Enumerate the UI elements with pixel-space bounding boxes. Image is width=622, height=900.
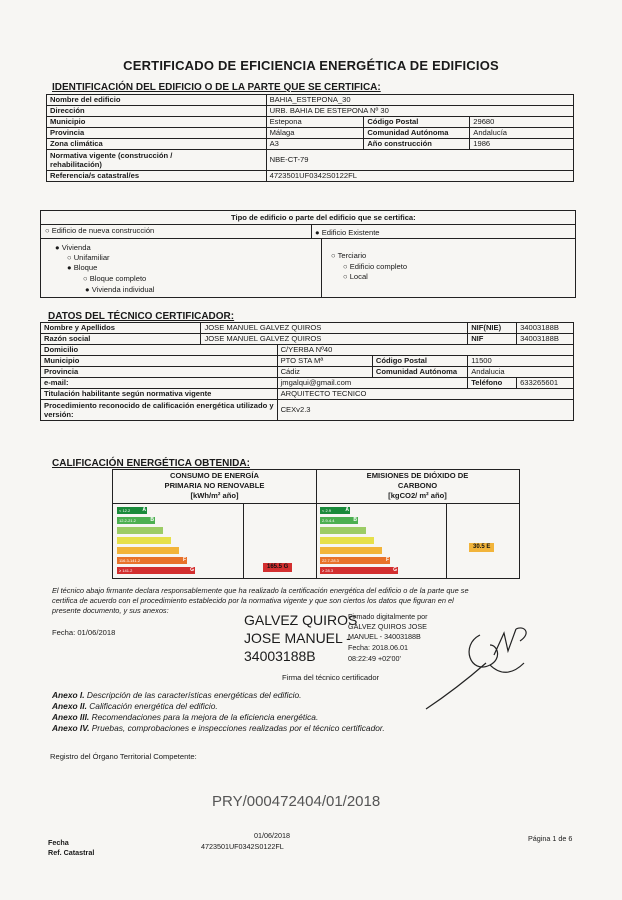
tipo-vivienda-label: Vivienda xyxy=(61,243,91,252)
emisiones-title-1: EMISIONES DE DIÓXIDO DE xyxy=(366,471,469,480)
consumo-bar-7 xyxy=(117,567,195,574)
ident-nombre: BAHIA_ESTEPONA_30 xyxy=(266,95,573,106)
table-row xyxy=(41,367,574,378)
tipo-terciario-label: Terciario xyxy=(337,251,367,260)
handwritten-signature xyxy=(420,605,540,715)
tipo-bloque-completo-label: Bloque completo xyxy=(89,274,147,283)
anexo-num: Anexo I. xyxy=(52,690,87,700)
emisiones-bar-letter: A xyxy=(345,507,349,513)
table-row xyxy=(41,345,574,356)
tipo-bloque-label: Bloque xyxy=(73,263,98,272)
declaracion-line2: certifica de acuerdo con el procedimiento establecido por la normativa vigente y que son ciertos los datos que figuran en el xyxy=(52,596,454,605)
emisiones-bar-6 xyxy=(320,557,390,564)
tec-tel-label: Teléfono xyxy=(468,378,517,389)
consumo-bar-6 xyxy=(117,557,187,564)
tec-proc-label xyxy=(41,400,278,421)
ident-municipio-label: Municipio xyxy=(47,117,267,128)
consumo-bar-letter: F xyxy=(182,557,186,563)
consumo-bar-3 xyxy=(117,527,163,534)
emisiones-bar-5 xyxy=(320,547,382,554)
tipo-heading: Tipo de edificio o parte del edificio que se certifica: xyxy=(231,213,416,222)
tec-provincia-label: Provincia xyxy=(41,367,278,378)
rating-block xyxy=(112,469,520,579)
anexo-num: Anexo II. xyxy=(52,701,90,711)
tec-nif-label: NIF xyxy=(468,334,517,345)
ident-zona: A3 xyxy=(266,139,364,150)
tec-ca-label: Comunidad Autónoma xyxy=(372,367,467,378)
emisiones-bar-3 xyxy=(320,527,366,534)
anexo-num: Anexo IV. xyxy=(52,723,92,733)
tipo-nueva-label: Edificio de nueva construcción xyxy=(51,226,155,235)
consumo-bar-range: 116.3-141.2 xyxy=(119,558,141,563)
ident-normativa: NBE-CT-79 xyxy=(266,150,573,171)
tecnico-heading: DATOS DEL TÉCNICO CERTIFICADOR: xyxy=(48,311,235,322)
tec-ca: Andalucia xyxy=(468,367,574,378)
ident-provincia-label: Provincia xyxy=(47,128,267,139)
ident-ca: Andalucía xyxy=(470,128,574,139)
tipo-vivienda[interactable]: ● Vivienda xyxy=(55,243,91,252)
anexo-item xyxy=(52,723,385,733)
emisiones-bar-2 xyxy=(320,517,358,524)
emisiones-bar-4 xyxy=(320,537,374,544)
tec-titulacion-label: Titulación habilitante según normativa vigente xyxy=(41,389,278,400)
table-row xyxy=(47,150,574,171)
tecnico-table xyxy=(40,322,574,421)
emisiones-bar-range: 22.7-28.3 xyxy=(322,558,339,563)
tipo-terciario[interactable]: ○ Terciario xyxy=(331,251,367,260)
sig-small-5: 08:22:49 +02'00' xyxy=(348,654,401,663)
ident-ca-label: Comunidad Autónoma xyxy=(364,128,470,139)
ident-municipio: Estepona xyxy=(266,117,364,128)
table-row xyxy=(47,139,574,150)
consumo-bar-range: ≥ 141.2 xyxy=(119,568,133,573)
tec-domicilio-label: Domicilio xyxy=(41,345,278,356)
ident-table xyxy=(46,94,574,182)
tipo-edificio-completo-label: Edificio completo xyxy=(349,262,408,271)
ident-cp: 29680 xyxy=(470,117,574,128)
tipo-local[interactable]: ○ Local xyxy=(343,272,368,281)
table-row xyxy=(41,323,574,334)
tec-cp: 11500 xyxy=(468,356,574,367)
normativa-label-line1: Normativa vigente (construcción / xyxy=(50,151,173,160)
ident-anio: 1986 xyxy=(470,139,574,150)
tipo-bloque-completo[interactable]: ○ Bloque completo xyxy=(83,274,147,283)
declaracion-line1: El técnico abajo firmante declara responsablemente que ha realizado la certificación energética del edificio o de la parte que se xyxy=(52,586,469,595)
table-row xyxy=(41,389,574,400)
table-row xyxy=(47,95,574,106)
anexo-num: Anexo III. xyxy=(52,712,92,722)
table-row xyxy=(41,356,574,367)
normativa-label-line2: rehabilitación) xyxy=(50,160,102,169)
sig-small-4: Fecha: 2018.06.01 xyxy=(348,643,408,652)
anexo-text: Recomendaciones para la mejora de la eficiencia energética. xyxy=(91,712,319,722)
table-row xyxy=(47,171,574,182)
consumo-bar-4 xyxy=(117,537,171,544)
ident-anio-label: Año construcción xyxy=(364,139,470,150)
emisiones-bar-letter: F xyxy=(385,557,389,563)
ident-heading: IDENTIFICACIÓN DEL EDIFICIO O DE LA PARTE QUE SE CERTIFICA: xyxy=(52,82,381,93)
tec-proc: CEXv2.3 xyxy=(277,400,573,421)
anexo-item xyxy=(52,690,302,700)
ident-provincia: Málaga xyxy=(266,128,364,139)
tec-nombre: JOSE MANUEL GALVEZ QUIROS xyxy=(201,323,468,334)
emisiones-bar-1 xyxy=(320,507,350,514)
anexo-item xyxy=(52,701,218,711)
declaracion-fecha: Fecha: 01/06/2018 xyxy=(52,628,116,637)
ident-zona-label: Zona climática xyxy=(47,139,267,150)
table-row xyxy=(47,117,574,128)
tipo-vivienda-individual[interactable]: ● Vivienda individual xyxy=(85,285,155,294)
registro-number: PRY/000472404/01/2018 xyxy=(212,793,381,810)
anexo-item xyxy=(52,712,318,722)
tec-email: jmgalqui@gmail.com xyxy=(277,378,468,389)
calificacion-heading: CALIFICACIÓN ENERGÉTICA OBTENIDA: xyxy=(52,458,250,469)
sig-big-3: 34003188B xyxy=(244,648,316,664)
tipo-bloque[interactable]: ● Bloque xyxy=(67,263,98,272)
sig-big-2: JOSE MANUEL - xyxy=(244,630,351,646)
ident-ref-label: Referencia/s catastral/es xyxy=(47,171,267,182)
anexo-text: Pruebas, comprobaciones e inspecciones realizadas por el técnico certificador. xyxy=(91,723,385,733)
tec-nif: 34003188B xyxy=(517,334,574,345)
ident-normativa-label xyxy=(47,150,267,171)
firma-label: Firma del técnico certificador xyxy=(282,673,380,682)
tec-domicilio: C/YERBA Nº40 xyxy=(277,345,573,356)
registro-label: Registro del Órgano Territorial Competente: xyxy=(50,752,197,761)
footer-pagina: Página 1 de 6 xyxy=(528,834,573,843)
consumo-units: [kWh/m² año] xyxy=(190,491,239,500)
tec-titulacion: ARQUITECTO TECNICO xyxy=(277,389,573,400)
tipo-vivienda-individual-label: Vivienda individual xyxy=(91,285,155,294)
sig-small-2: GALVEZ QUIROS JOSE xyxy=(348,622,427,631)
consumo-value-tag: 165.5 G xyxy=(263,563,292,572)
emisiones-bar-range: 2.9-4.4 xyxy=(322,518,335,523)
table-row xyxy=(41,400,574,421)
ident-nombre-label: Nombre del edificio xyxy=(47,95,267,106)
tec-municipio: PTO STA Mª xyxy=(277,356,372,367)
table-row xyxy=(41,378,574,389)
tec-razon-label: Razón social xyxy=(41,334,201,345)
consumo-bar-letter: B xyxy=(150,517,154,523)
emisiones-title-2: CARBONO xyxy=(397,481,438,490)
tec-nifnie-label: NIF(NIE) xyxy=(468,323,517,334)
tipo-unifamiliar-label: Unifamiliar xyxy=(73,253,110,262)
emisiones-bar-range: < 2.9 xyxy=(322,508,332,513)
consumo-bar-range: 12.2-21.2 xyxy=(119,518,136,523)
declaracion-line3: presente documento, y sus anexos: xyxy=(52,606,169,615)
ident-cp-label: Código Postal xyxy=(364,117,470,128)
footer-ref-label: Ref. Catastral xyxy=(48,848,95,857)
footer-ref: 4723501UF0342S0122FL xyxy=(201,842,284,851)
consumo-bar-1 xyxy=(117,507,147,514)
consumo-title-1: CONSUMO DE ENERGÍA xyxy=(169,471,260,480)
emisiones-value-tag: 30.5 E xyxy=(469,543,494,552)
tec-razon: JOSE MANUEL GALVEZ QUIROS xyxy=(201,334,468,345)
ident-direccion: URB. BAHIA DE ESTEPONA Nº 30 xyxy=(266,106,573,117)
tec-nifnie: 34003188B xyxy=(517,323,574,334)
emisiones-units: [kgCO2/ m² año] xyxy=(388,491,447,500)
table-row xyxy=(41,334,574,345)
footer-fecha-label: Fecha xyxy=(48,838,69,847)
ident-direccion-label: Dirección xyxy=(47,106,267,117)
tipo-existente[interactable]: ● Edificio Existente xyxy=(315,228,380,237)
tec-provincia: Cádiz xyxy=(277,367,372,378)
tec-email-label: e-mail: xyxy=(41,378,278,389)
emisiones-bar-7 xyxy=(320,567,398,574)
tec-cp-label: Código Postal xyxy=(372,356,467,367)
consumo-bar-2 xyxy=(117,517,155,524)
tipo-unifamiliar[interactable]: ○ Unifamiliar xyxy=(67,253,110,262)
anexo-text: Descripción de las características energéticas del edificio. xyxy=(86,690,302,700)
tipo-nueva[interactable]: ○ Edificio de nueva construcción xyxy=(45,226,155,235)
footer-fecha: 01/06/2018 xyxy=(254,831,290,840)
sig-big-1: GALVEZ QUIROS xyxy=(244,612,358,628)
ident-ref: 4723501UF0342S0122FL xyxy=(266,171,573,182)
emisiones-bar-letter: G xyxy=(393,567,397,573)
consumo-title-2: PRIMARIA NO RENOVABLE xyxy=(164,481,265,490)
tec-tel: 633265601 xyxy=(517,378,574,389)
page-title: CERTIFICADO DE EFICIENCIA ENERGÉTICA DE EDIFICIOS xyxy=(123,58,499,73)
consumo-bar-5 xyxy=(117,547,179,554)
table-row xyxy=(47,128,574,139)
tipo-box xyxy=(40,210,576,298)
anexo-text: Calificación energética del edificio. xyxy=(89,701,218,711)
table-row xyxy=(47,106,574,117)
proc-label-line1: Procedimiento reconocido de calificación energética utilizado y xyxy=(44,401,274,410)
consumo-bar-letter: G xyxy=(190,567,194,573)
sig-small-1: Firmado digitalmente por xyxy=(348,612,428,621)
tec-nombre-label: Nombre y Apellidos xyxy=(41,323,201,334)
tipo-local-label: Local xyxy=(349,272,368,281)
emisiones-bar-letter: B xyxy=(353,517,357,523)
consumo-bar-letter: A xyxy=(142,507,146,513)
tipo-edificio-completo[interactable]: ○ Edificio completo xyxy=(343,262,408,271)
consumo-bar-range: < 12.2 xyxy=(119,508,131,513)
tipo-existente-label: Edificio Existente xyxy=(321,228,380,237)
proc-label-line2: versión: xyxy=(44,410,74,419)
emisiones-bar-range: ≥ 28.3 xyxy=(322,568,334,573)
tec-municipio-label: Municipio xyxy=(41,356,278,367)
sig-small-3: MANUEL - 34003188B xyxy=(348,632,421,641)
